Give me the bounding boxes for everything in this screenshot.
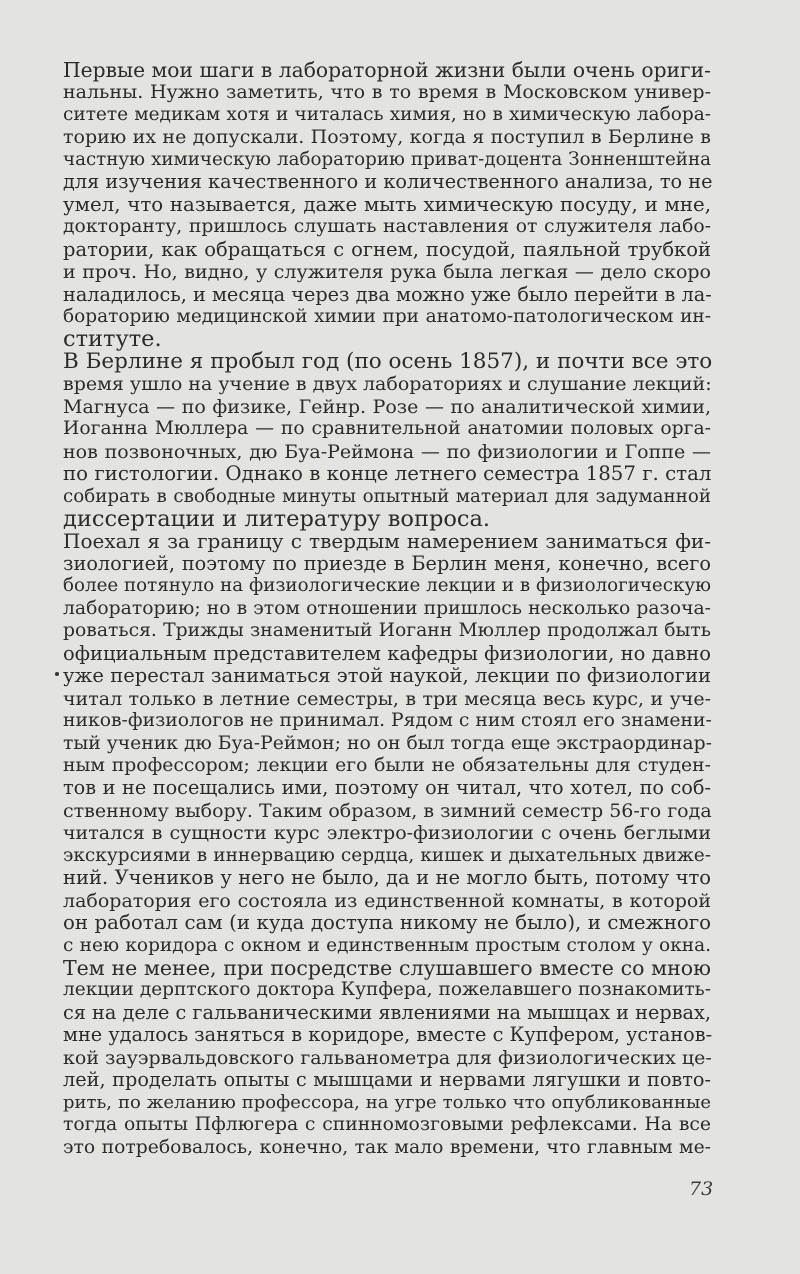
- text-line: время ушло на учение в двух лабораториях и слушание лекций:: [63, 373, 712, 396]
- text-line: ственному выбору. Таким образом, в зимний семестр 56-го года: [63, 799, 712, 822]
- text-line: диссертации и литературу вопроса.: [63, 506, 491, 532]
- text-line: ратории, как обращаться с огнем, посудой, паяльной трубкой: [63, 237, 711, 261]
- text-line: ников-физиологов не принимал. Рядом с ним стоял его знамени-: [63, 710, 712, 732]
- ink-speck: [55, 672, 59, 676]
- text-line: официальным представителем кафедры физиологии, но давно: [63, 641, 711, 665]
- text-line: Иоганна Мюллера — по сравнительной анатомии половых орга-: [63, 418, 711, 440]
- text-line: умел, что называется, даже мыть химическую посуду, и мне,: [63, 192, 711, 216]
- text-line: лей, проделать опыты с мышцами и нервами лягушки и повто-: [63, 1068, 711, 1092]
- text-line: более потянуло на физиологические лекции и в физиологическую: [63, 575, 711, 597]
- text-line: Тем не менее, при посредстве слушавшего вместе со мною: [63, 956, 711, 980]
- text-line: Первые мои шаги в лабораторной жизни были очень ориги-: [63, 58, 711, 82]
- text-line: торию их не допускали. Поэтому, когда я поступил в Берлине в: [63, 126, 711, 149]
- text-line: зиологией, поэтому по приезде в Берлин меня, конечно, всего: [63, 551, 711, 575]
- text-line: частную химическую лабораторию приват-доцента Зонненштейна: [63, 148, 711, 170]
- text-line: роваться. Трижды знаменитый Иоганн Мюллер продолжал быть: [63, 620, 711, 642]
- text-line: тов и не посещались ими, поэтому он читал, что хотел, по соб-: [63, 776, 711, 800]
- text-line: по гистологии. Однако в конце летнего семестра 1857 г. стал: [63, 462, 712, 486]
- text-line: мне удалось заняться в коридоре, вместе с Купфером, установ-: [63, 1023, 713, 1047]
- text-line: ституте.: [63, 326, 162, 353]
- text-line: рить, по желанию профессора, на угре только что опубликованные: [63, 1091, 711, 1113]
- text-line: с нею коридора с окном и единственным простым столом у окна.: [63, 934, 711, 956]
- text-line: уже перестал заниматься этой наукой, лекции по физиологии: [63, 664, 711, 688]
- text-line: ситете медикам хотя и читалась химия, но в химическую лабора-: [63, 103, 711, 125]
- text-line: и проч. Но, видно, у служителя рука была легкая — дело скоро: [63, 261, 711, 284]
- text-line: ным профессором; лекции его были не обязательны для студен-: [63, 754, 711, 776]
- text-line: для изучения качественного и количественного анализа, то не: [63, 170, 713, 194]
- text-line: тый ученик дю Буа-Реймон; но он был тогда еще экстраординар-: [63, 732, 712, 754]
- text-line: лабораторию; но в этом отношении пришлось несколько разоча-: [63, 597, 711, 619]
- text-line: он работал сам (и куда доступа никому не было), и смежного: [63, 911, 711, 935]
- text-line: докторанту, пришлось слушать наставления от служителя лабо-: [63, 216, 711, 238]
- text-line: Поехал я за границу с твердым намерением заниматься фи-: [63, 529, 711, 554]
- text-line: ся на деле с гальваническими явлениями на мышцах и нервах,: [63, 1000, 711, 1024]
- text-line: тогда опыты Пфлюгера с спинномозговыми рефлексами. На все: [63, 1114, 711, 1136]
- page-number: 73: [689, 1178, 714, 1200]
- text-line: читался в сущности курс электро-физиологии с очень беглыми: [63, 822, 711, 845]
- text-line: наладилось, и месяца через два можно уже было перейти в ла-: [63, 282, 712, 306]
- text-line: бораторию медицинской химии при анатомо-патологическом ин-: [63, 305, 711, 327]
- text-line: Магнуса — по физике, Гейнр. Розе — по аналитической химии,: [63, 395, 711, 418]
- text-line: лекции дерптского доктора Купфера, пожелавшего познакомить-: [63, 979, 711, 1001]
- text-line: экскурсиями в иннервацию сердца, кишек и дыхательных движе-: [63, 844, 711, 866]
- text-line: нов позвоночных, дю Буа-Реймона — по физиологии и Гоппе —: [63, 440, 711, 463]
- text-line: собирать в свободные минуты опытный материал для задуманной: [63, 485, 711, 507]
- text-line: кой зауэрвальдовского гальванометра для физиологических це-: [63, 1046, 712, 1069]
- text-line: ний. Учеников у него не было, да и не могло быть, потому что: [63, 866, 711, 890]
- text-line: лаборатория его состояла из единственной комнаты, в которой: [63, 889, 711, 912]
- text-line: это потребовалось, конечно, так мало времени, что главным ме-: [63, 1136, 711, 1158]
- text-line: читал только в летние семестры, в три месяца весь курс, и уче-: [63, 687, 711, 710]
- text-line: В Берлине я пробыл год (по осень 1857), и почти все это: [63, 348, 713, 374]
- text-line: нальны. Нужно заметить, что в то время в Московском универ-: [63, 81, 711, 104]
